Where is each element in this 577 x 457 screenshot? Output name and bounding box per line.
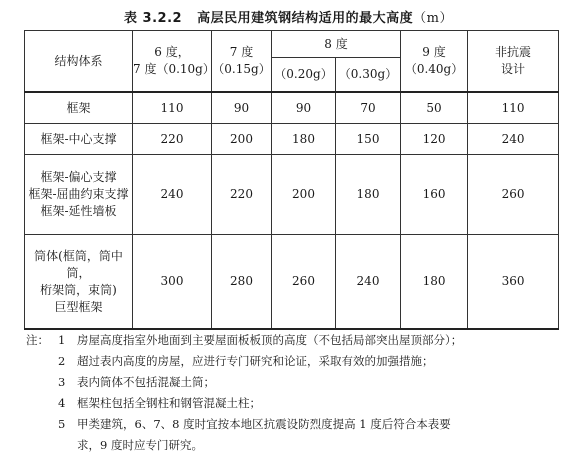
note-number: 2 bbox=[58, 354, 66, 368]
table-number: 表 3.2.2 bbox=[124, 11, 183, 26]
note-text: 表内筒体不包括混凝土筒； bbox=[77, 375, 215, 389]
row-system-name: 框架 bbox=[25, 92, 133, 124]
row-system-name: 框架-中心支撑 bbox=[25, 124, 133, 155]
header-system: 结构体系 bbox=[25, 31, 133, 93]
notes-lead: 注： bbox=[26, 333, 49, 347]
note-text: 甲类建筑，6、7、8 度时宜按本地区抗震设防烈度提高 1 度后符合本表要 bbox=[77, 417, 451, 431]
note-item bbox=[24, 414, 564, 435]
table-row bbox=[25, 124, 559, 155]
table-cell: 260 bbox=[468, 155, 559, 235]
table-unit: （m） bbox=[413, 11, 453, 26]
header-deg9: 9 度 （0.40g） bbox=[401, 31, 468, 93]
note-number: 3 bbox=[58, 375, 66, 389]
note-number: 4 bbox=[58, 396, 66, 410]
table-cell: 200 bbox=[212, 124, 272, 155]
header-deg8: 8 度 bbox=[272, 31, 401, 58]
table-cell: 150 bbox=[336, 124, 401, 155]
row-system-name: 框架-偏心支撑 框架-屈曲约束支撑 框架-延性墙板 bbox=[25, 155, 133, 235]
table-cell: 300 bbox=[133, 235, 212, 330]
note-item-continuation bbox=[24, 435, 564, 456]
max-height-table bbox=[24, 30, 559, 330]
note-number: 1 bbox=[58, 333, 66, 347]
table-cell: 220 bbox=[212, 155, 272, 235]
header-nonseismic: 非抗震 设计 bbox=[468, 31, 559, 93]
note-number: 5 bbox=[58, 417, 66, 431]
table-cell: 120 bbox=[401, 124, 468, 155]
table-cell: 200 bbox=[272, 155, 336, 235]
table-cell: 240 bbox=[468, 124, 559, 155]
header-deg6: 6 度， 7 度（0.10g） bbox=[133, 31, 212, 93]
table-cell: 180 bbox=[336, 155, 401, 235]
table-cell: 110 bbox=[468, 92, 559, 124]
table-cell: 50 bbox=[401, 92, 468, 124]
table-row bbox=[25, 155, 559, 235]
note-item bbox=[24, 372, 564, 393]
table-notes bbox=[24, 330, 564, 456]
table-cell: 360 bbox=[468, 235, 559, 330]
table-title-text: 高层民用建筑钢结构适用的最大高度 bbox=[197, 11, 414, 26]
table-cell: 180 bbox=[401, 235, 468, 330]
header-deg8-030g: （0.30g） bbox=[336, 58, 401, 93]
table-cell: 90 bbox=[212, 92, 272, 124]
note-item bbox=[24, 351, 564, 372]
note-text: 房屋高度指室外地面到主要屋面板板顶的高度（不包括局部突出屋顶部分）； bbox=[77, 333, 463, 347]
note-item bbox=[24, 393, 564, 414]
table-cell: 110 bbox=[133, 92, 212, 124]
table-cell: 220 bbox=[133, 124, 212, 155]
table-cell: 90 bbox=[272, 92, 336, 124]
table-title bbox=[0, 7, 577, 26]
row-system-name: 筒体(框筒，筒中筒， 桁架筒，束筒) 巨型框架 bbox=[25, 235, 133, 330]
table-cell: 260 bbox=[272, 235, 336, 330]
table-cell: 160 bbox=[401, 155, 468, 235]
table-row bbox=[25, 235, 559, 330]
table-row bbox=[25, 92, 559, 124]
note-item bbox=[24, 330, 564, 351]
note-text: 求，9 度时应专门研究。 bbox=[77, 438, 203, 452]
header-deg8-020g: （0.20g） bbox=[272, 58, 336, 93]
table-cell: 280 bbox=[212, 235, 272, 330]
table-cell: 180 bbox=[272, 124, 336, 155]
note-text: 框架柱包括全钢柱和钢管混凝土柱； bbox=[77, 396, 261, 410]
table-cell: 70 bbox=[336, 92, 401, 124]
table-cell: 240 bbox=[336, 235, 401, 330]
table-cell: 240 bbox=[133, 155, 212, 235]
header-deg7: 7 度 （0.15g） bbox=[212, 31, 272, 93]
note-text: 超过表内高度的房屋，应进行专门研究和论证，采取有效的加强措施； bbox=[77, 354, 434, 368]
